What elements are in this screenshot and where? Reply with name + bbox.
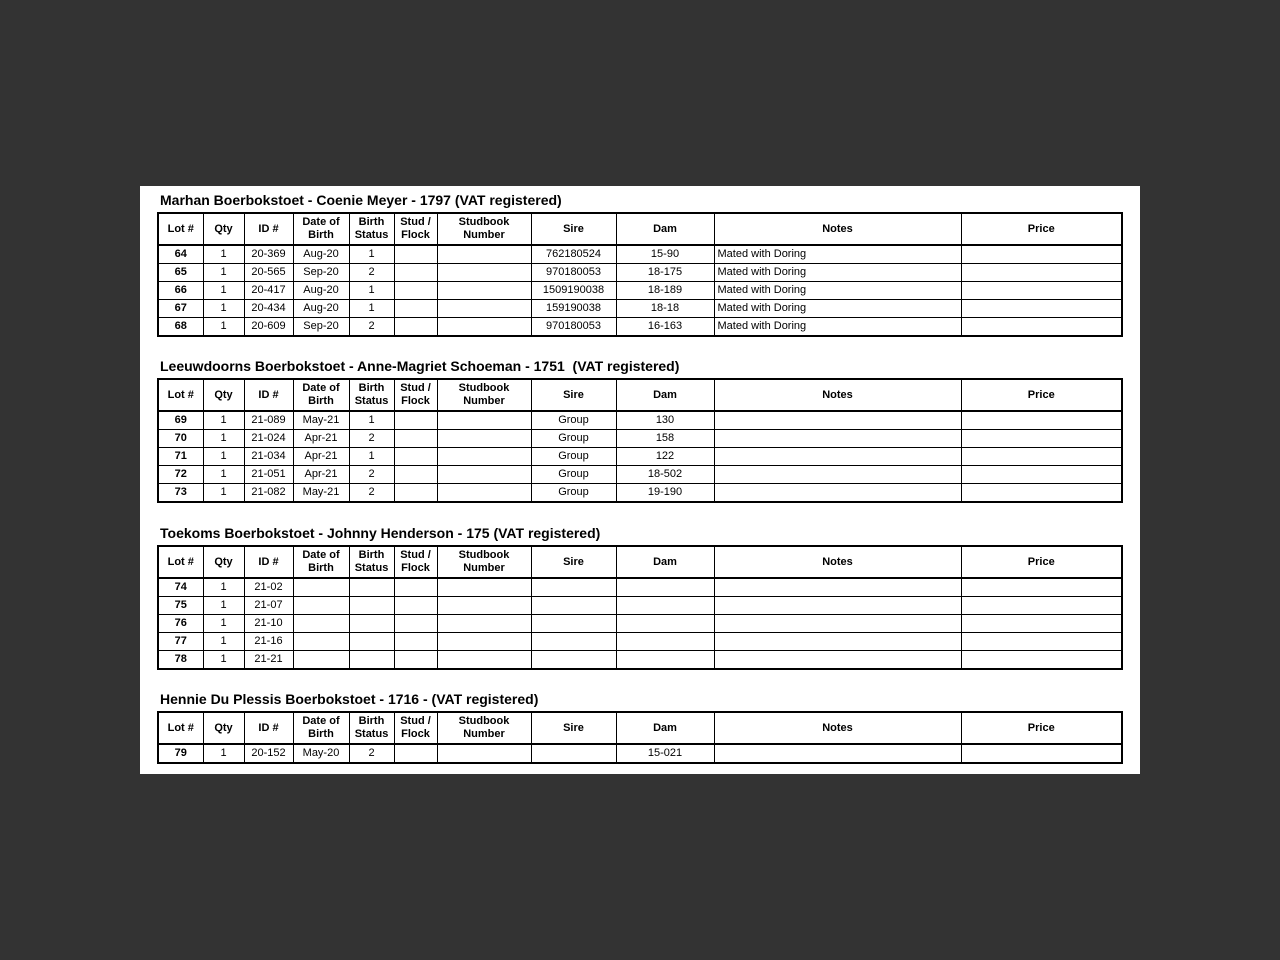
column-header: Notes <box>714 546 961 578</box>
table-cell: 70 <box>158 430 203 448</box>
table-cell <box>714 633 961 651</box>
column-header: Date of Birth <box>293 546 349 578</box>
table-cell: May-21 <box>293 484 349 503</box>
table-cell <box>293 578 349 597</box>
column-header: Studbook Number <box>437 712 531 744</box>
table-cell <box>293 633 349 651</box>
column-header: Qty <box>203 712 244 744</box>
table-cell: 158 <box>616 430 714 448</box>
table-cell <box>961 484 1122 503</box>
column-header: Dam <box>616 546 714 578</box>
table-cell: Mated with Doring <box>714 318 961 337</box>
table-cell: 1 <box>349 411 394 430</box>
table-header-row <box>158 712 1122 744</box>
column-header: Notes <box>714 712 961 744</box>
table-cell <box>437 597 531 615</box>
column-header: Date of Birth <box>293 712 349 744</box>
table-cell: 1 <box>203 744 244 763</box>
table-cell: 77 <box>158 633 203 651</box>
table-cell <box>437 651 531 670</box>
column-header: Stud / Flock <box>394 379 437 411</box>
table-row <box>158 597 1122 615</box>
column-header: ID # <box>244 546 293 578</box>
table-cell <box>437 633 531 651</box>
table-cell <box>437 578 531 597</box>
table-cell <box>961 318 1122 337</box>
column-header: Price <box>961 379 1122 411</box>
table-cell <box>961 597 1122 615</box>
section-marhan <box>140 186 1140 337</box>
table-cell: 21-02 <box>244 578 293 597</box>
table-cell <box>531 633 616 651</box>
column-header: Sire <box>531 213 616 245</box>
table-cell <box>394 448 437 466</box>
table-cell: 72 <box>158 466 203 484</box>
table-cell <box>394 651 437 670</box>
table-cell <box>394 411 437 430</box>
column-header: Lot # <box>158 213 203 245</box>
table-header-row <box>158 546 1122 578</box>
table-cell <box>437 466 531 484</box>
table-cell: 79 <box>158 744 203 763</box>
table-cell: 2 <box>349 744 394 763</box>
table-row <box>158 411 1122 430</box>
column-header: Qty <box>203 213 244 245</box>
table-cell: 15-90 <box>616 245 714 264</box>
table-cell: 159190038 <box>531 300 616 318</box>
table-cell <box>714 597 961 615</box>
table-cell: 1 <box>203 282 244 300</box>
table-cell: 1 <box>203 597 244 615</box>
table-cell <box>961 651 1122 670</box>
table-cell <box>437 430 531 448</box>
table-cell: 1 <box>203 318 244 337</box>
table-cell <box>616 651 714 670</box>
table-cell <box>616 633 714 651</box>
table-cell <box>531 651 616 670</box>
table-cell: 1 <box>203 484 244 503</box>
table-cell <box>437 300 531 318</box>
table-cell: 66 <box>158 282 203 300</box>
column-header: Studbook Number <box>437 379 531 411</box>
table-cell: Apr-21 <box>293 430 349 448</box>
table-cell <box>394 430 437 448</box>
table-cell <box>394 578 437 597</box>
table-cell: Mated with Doring <box>714 245 961 264</box>
table-cell <box>714 484 961 503</box>
table-cell: 18-18 <box>616 300 714 318</box>
table-cell <box>961 300 1122 318</box>
table-cell <box>437 615 531 633</box>
table-cell: Aug-20 <box>293 300 349 318</box>
table-cell <box>394 597 437 615</box>
column-header: Stud / Flock <box>394 712 437 744</box>
table-row <box>158 245 1122 264</box>
table-cell <box>394 245 437 264</box>
livestock-table <box>157 212 1123 337</box>
table-cell: 1 <box>349 282 394 300</box>
table-cell: Group <box>531 411 616 430</box>
column-header: Price <box>961 213 1122 245</box>
table-cell <box>437 264 531 282</box>
table-cell <box>961 578 1122 597</box>
column-header: Lot # <box>158 379 203 411</box>
table-cell <box>531 597 616 615</box>
table-header-row <box>158 379 1122 411</box>
table-cell: Group <box>531 448 616 466</box>
table-cell: 1 <box>203 578 244 597</box>
table-cell <box>961 282 1122 300</box>
table-cell: 76 <box>158 615 203 633</box>
table-cell: 20-565 <box>244 264 293 282</box>
table-cell: 21-16 <box>244 633 293 651</box>
column-header: Qty <box>203 546 244 578</box>
table-cell: 21-07 <box>244 597 293 615</box>
table-row <box>158 430 1122 448</box>
table-cell <box>961 615 1122 633</box>
column-header: Birth Status <box>349 213 394 245</box>
table-cell: 1 <box>349 300 394 318</box>
table-cell: 1 <box>203 300 244 318</box>
table-cell: 78 <box>158 651 203 670</box>
table-cell: Mated with Doring <box>714 282 961 300</box>
table-cell: 64 <box>158 245 203 264</box>
column-header: Qty <box>203 379 244 411</box>
column-header: Dam <box>616 379 714 411</box>
table-cell <box>714 411 961 430</box>
table-cell: Sep-20 <box>293 264 349 282</box>
table-cell <box>437 411 531 430</box>
section-title: Toekoms Boerbokstoet - Johnny Henderson - 175 (VAT registered) <box>160 525 601 541</box>
column-header: Dam <box>616 213 714 245</box>
table-cell <box>616 597 714 615</box>
table-cell <box>714 578 961 597</box>
table-cell: 20-369 <box>244 245 293 264</box>
table-cell: May-20 <box>293 744 349 763</box>
table-cell: 20-417 <box>244 282 293 300</box>
section-title: Marhan Boerbokstoet - Coenie Meyer - 1797 (VAT registered) <box>160 192 562 208</box>
table-cell: 1 <box>349 245 394 264</box>
table-cell: 1 <box>203 264 244 282</box>
column-header: Price <box>961 546 1122 578</box>
table-cell: 1509190038 <box>531 282 616 300</box>
table-cell <box>394 744 437 763</box>
table-cell: 75 <box>158 597 203 615</box>
table-row <box>158 282 1122 300</box>
table-cell: Mated with Doring <box>714 264 961 282</box>
table-cell: Mated with Doring <box>714 300 961 318</box>
table-cell: 21-21 <box>244 651 293 670</box>
table-cell <box>349 651 394 670</box>
table-cell <box>437 282 531 300</box>
table-cell: 69 <box>158 411 203 430</box>
table-cell: 18-502 <box>616 466 714 484</box>
table-cell: 18-175 <box>616 264 714 282</box>
table-cell <box>714 448 961 466</box>
table-cell: 71 <box>158 448 203 466</box>
table-cell: Group <box>531 484 616 503</box>
table-cell <box>394 633 437 651</box>
column-header: Lot # <box>158 546 203 578</box>
table-cell: 2 <box>349 318 394 337</box>
table-cell <box>961 744 1122 763</box>
table-row <box>158 466 1122 484</box>
table-cell: 68 <box>158 318 203 337</box>
table-cell: 74 <box>158 578 203 597</box>
table-cell: 130 <box>616 411 714 430</box>
table-cell: 65 <box>158 264 203 282</box>
table-cell: 15-021 <box>616 744 714 763</box>
table-cell: 2 <box>349 264 394 282</box>
table-cell <box>394 615 437 633</box>
table-cell: Aug-20 <box>293 282 349 300</box>
column-header: Birth Status <box>349 546 394 578</box>
table-cell <box>394 318 437 337</box>
document-page <box>140 186 1140 774</box>
table-cell: Group <box>531 430 616 448</box>
table-cell <box>349 615 394 633</box>
column-header: Studbook Number <box>437 213 531 245</box>
table-cell: 21-024 <box>244 430 293 448</box>
table-cell: 21-089 <box>244 411 293 430</box>
column-header: ID # <box>244 379 293 411</box>
section-title: Hennie Du Plessis Boerbokstoet - 1716 - (VAT registered) <box>160 691 539 707</box>
table-cell <box>714 466 961 484</box>
column-header: Stud / Flock <box>394 213 437 245</box>
table-cell: 762180524 <box>531 245 616 264</box>
table-cell: 970180053 <box>531 264 616 282</box>
table-cell: 122 <box>616 448 714 466</box>
column-header: Sire <box>531 379 616 411</box>
table-cell: 970180053 <box>531 318 616 337</box>
table-cell <box>394 466 437 484</box>
table-cell: 73 <box>158 484 203 503</box>
column-header: Sire <box>531 546 616 578</box>
column-header: Birth Status <box>349 712 394 744</box>
table-cell <box>616 578 714 597</box>
table-cell <box>961 264 1122 282</box>
table-row <box>158 578 1122 597</box>
livestock-table <box>157 545 1123 670</box>
table-row <box>158 744 1122 763</box>
table-cell <box>714 430 961 448</box>
table-cell: 20-609 <box>244 318 293 337</box>
table-cell: 1 <box>203 411 244 430</box>
table-cell <box>437 484 531 503</box>
column-header: Birth Status <box>349 379 394 411</box>
table-cell: 20-434 <box>244 300 293 318</box>
column-header: Price <box>961 712 1122 744</box>
section-title: Leeuwdoorns Boerbokstoet - Anne-Magriet Schoeman - 1751 (VAT registered) <box>160 358 680 374</box>
table-cell: 1 <box>203 448 244 466</box>
table-cell: 20-152 <box>244 744 293 763</box>
table-cell: 67 <box>158 300 203 318</box>
column-header: Lot # <box>158 712 203 744</box>
table-row <box>158 484 1122 503</box>
column-header: Stud / Flock <box>394 546 437 578</box>
table-cell: 1 <box>203 651 244 670</box>
table-cell <box>961 245 1122 264</box>
column-header: ID # <box>244 213 293 245</box>
table-cell <box>349 578 394 597</box>
livestock-table <box>157 711 1123 764</box>
column-header: Dam <box>616 712 714 744</box>
table-row <box>158 633 1122 651</box>
table-cell <box>714 615 961 633</box>
table-cell: 2 <box>349 430 394 448</box>
table-cell <box>349 633 394 651</box>
livestock-table <box>157 378 1123 503</box>
table-cell: 2 <box>349 484 394 503</box>
table-cell: 19-190 <box>616 484 714 503</box>
table-cell <box>437 448 531 466</box>
table-cell: 21-082 <box>244 484 293 503</box>
column-header: Sire <box>531 712 616 744</box>
table-cell <box>714 744 961 763</box>
column-header: Notes <box>714 379 961 411</box>
table-cell: 1 <box>203 430 244 448</box>
column-header: Studbook Number <box>437 546 531 578</box>
table-cell <box>714 651 961 670</box>
table-cell: 21-051 <box>244 466 293 484</box>
table-cell: Group <box>531 466 616 484</box>
table-cell: 21-034 <box>244 448 293 466</box>
table-row <box>158 300 1122 318</box>
table-cell: Sep-20 <box>293 318 349 337</box>
table-header-row <box>158 213 1122 245</box>
table-cell: Apr-21 <box>293 466 349 484</box>
section-leeuwdoorns <box>140 337 1140 503</box>
column-header: ID # <box>244 712 293 744</box>
table-cell <box>293 651 349 670</box>
table-row <box>158 448 1122 466</box>
table-row <box>158 318 1122 337</box>
section-toekoms <box>140 503 1140 670</box>
table-cell <box>961 633 1122 651</box>
table-cell <box>437 318 531 337</box>
table-cell <box>394 484 437 503</box>
table-cell <box>961 466 1122 484</box>
table-cell <box>293 615 349 633</box>
table-cell: 1 <box>203 633 244 651</box>
table-cell <box>961 430 1122 448</box>
column-header: Date of Birth <box>293 379 349 411</box>
table-cell: 1 <box>203 615 244 633</box>
table-cell <box>394 282 437 300</box>
table-cell <box>437 245 531 264</box>
table-cell: May-21 <box>293 411 349 430</box>
table-cell <box>394 264 437 282</box>
table-cell: 1 <box>203 466 244 484</box>
table-cell <box>437 744 531 763</box>
table-cell <box>293 597 349 615</box>
table-cell <box>531 615 616 633</box>
table-row <box>158 264 1122 282</box>
column-header: Date of Birth <box>293 213 349 245</box>
table-cell <box>961 448 1122 466</box>
table-cell: 1 <box>349 448 394 466</box>
table-cell: 21-10 <box>244 615 293 633</box>
table-cell: 2 <box>349 466 394 484</box>
table-cell <box>961 411 1122 430</box>
table-row <box>158 651 1122 670</box>
table-cell <box>531 578 616 597</box>
table-cell: 18-189 <box>616 282 714 300</box>
column-header: Notes <box>714 213 961 245</box>
table-cell: Aug-20 <box>293 245 349 264</box>
table-cell: 1 <box>203 245 244 264</box>
table-cell <box>616 615 714 633</box>
table-row <box>158 615 1122 633</box>
table-cell: 16-163 <box>616 318 714 337</box>
table-cell <box>349 597 394 615</box>
table-cell: Apr-21 <box>293 448 349 466</box>
table-cell <box>394 300 437 318</box>
section-hennie-du-plessis <box>140 670 1140 764</box>
table-cell <box>531 744 616 763</box>
